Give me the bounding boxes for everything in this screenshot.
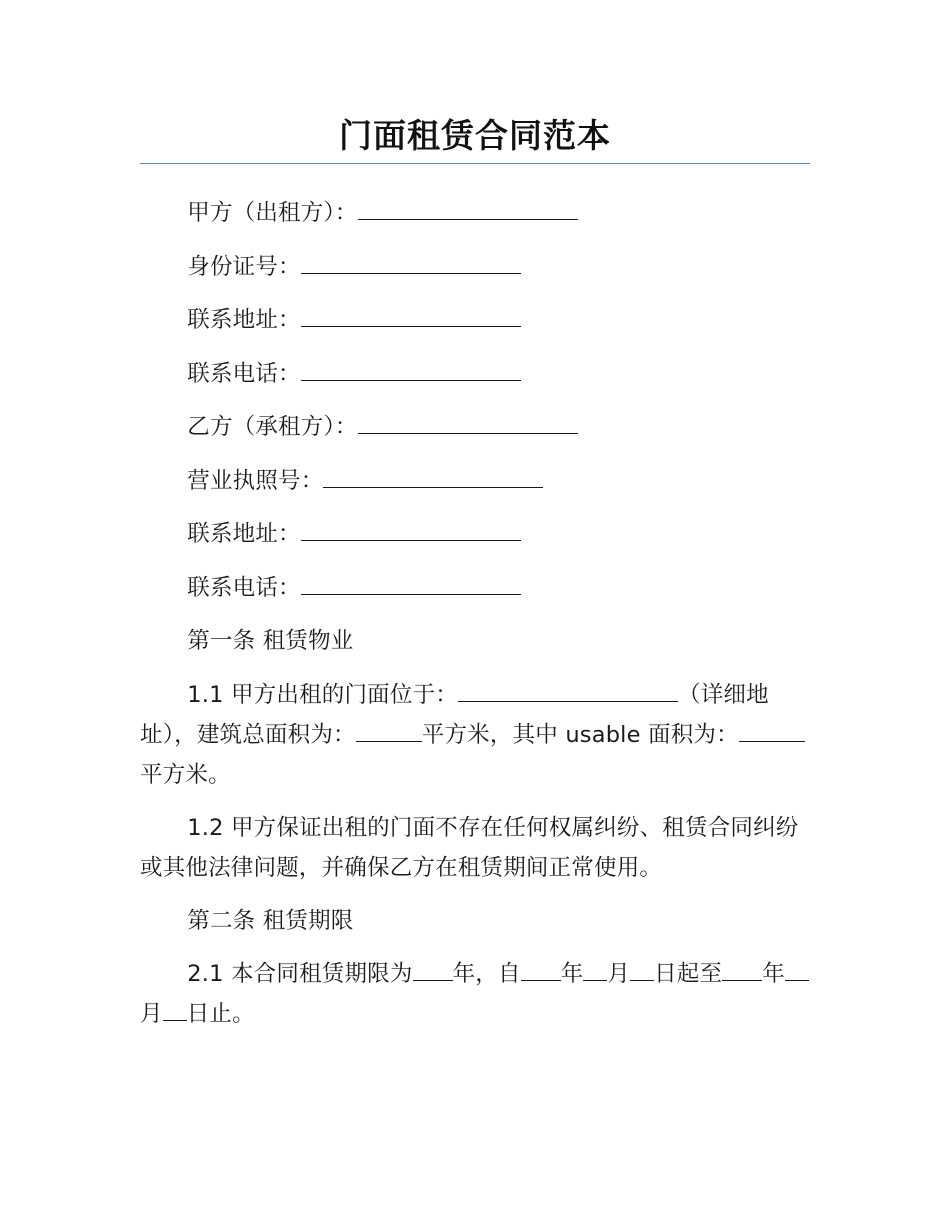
clause-2-1-part1: 2.1 本合同租赁期限为 <box>187 961 413 987</box>
lessee-phone-blank[interactable] <box>301 572 521 595</box>
lessee-line <box>140 407 810 447</box>
lessee-label: 乙方（承租方）： <box>187 414 358 440</box>
clause-1-1-prefix: 1.1 甲方出租的门面位于： <box>187 681 458 708</box>
lessee-phone-label: 联系电话： <box>187 574 301 601</box>
start-day-blank[interactable] <box>630 958 654 981</box>
lessor-phone-line <box>140 354 810 394</box>
clause-1-2: 1.2 甲方保证出租的门面不存在任何权属纠纷、租赁合同纠纷或其他法律问题，并确保乙方在租赁期间正常使用。 <box>140 814 799 881</box>
clause-1-1-mid1: （详细地址），建筑总面积为： <box>140 681 769 748</box>
clause-2-1-part7: 月 <box>140 1001 163 1027</box>
end-day-blank[interactable] <box>163 998 187 1021</box>
lessor-id-label: 身份证号： <box>187 253 301 280</box>
clause-2-1-part6: 年 <box>762 961 785 987</box>
clause-2-1-part5: 日起至 <box>654 961 723 987</box>
lessor-address-label: 联系地址： <box>187 307 301 333</box>
clause-2-1-part4: 月 <box>607 961 631 987</box>
title-underline <box>140 163 810 164</box>
clause-1-1 <box>140 675 810 795</box>
article-1-heading: 第一条 租赁物业 <box>187 628 354 654</box>
end-year-blank[interactable] <box>722 958 762 981</box>
document-body <box>140 193 810 1034</box>
address-blank[interactable] <box>458 679 678 702</box>
lessor-address-blank[interactable] <box>301 304 521 327</box>
lessor-label: 甲方（出租方）： <box>187 200 358 226</box>
term-years-blank[interactable] <box>413 958 453 981</box>
start-year-blank[interactable] <box>521 958 561 981</box>
lessor-blank[interactable] <box>358 197 578 220</box>
lessor-address-line <box>140 300 810 340</box>
lessor-id-blank[interactable] <box>301 251 521 274</box>
lessor-phone-label: 联系电话： <box>187 360 301 387</box>
clause-1-1-mid2: 平方米，其中 usable 面积为： <box>421 721 739 748</box>
document-title: 门面租赁合同范本 <box>339 116 611 155</box>
lessor-phone-blank[interactable] <box>301 358 521 381</box>
clause-2-1-part3: 年 <box>560 961 584 987</box>
lessor-line <box>140 193 810 233</box>
usable-area-blank[interactable] <box>739 719 805 742</box>
lessor-id-line <box>140 247 810 287</box>
end-month-blank[interactable] <box>785 958 809 981</box>
lessee-license-label: 营业执照号： <box>187 467 324 494</box>
lessee-license-blank[interactable] <box>323 465 543 488</box>
total-area-blank[interactable] <box>356 719 422 742</box>
lessee-address-label: 联系地址： <box>187 521 301 547</box>
lessee-blank[interactable] <box>358 411 578 434</box>
clause-2-1-part8: 日止。 <box>186 1001 255 1027</box>
lessee-address-blank[interactable] <box>301 518 521 541</box>
article-2-heading: 第二条 租赁期限 <box>187 907 354 934</box>
clause-2-1-part2: 年，自 <box>452 961 521 987</box>
start-month-blank[interactable] <box>583 958 607 981</box>
lessee-address-line <box>140 514 810 554</box>
lessee-phone-line <box>140 568 810 608</box>
clause-1-1-suffix: 平方米。 <box>140 761 231 788</box>
lessee-license-line <box>140 461 810 501</box>
clause-2-1 <box>140 954 810 1034</box>
